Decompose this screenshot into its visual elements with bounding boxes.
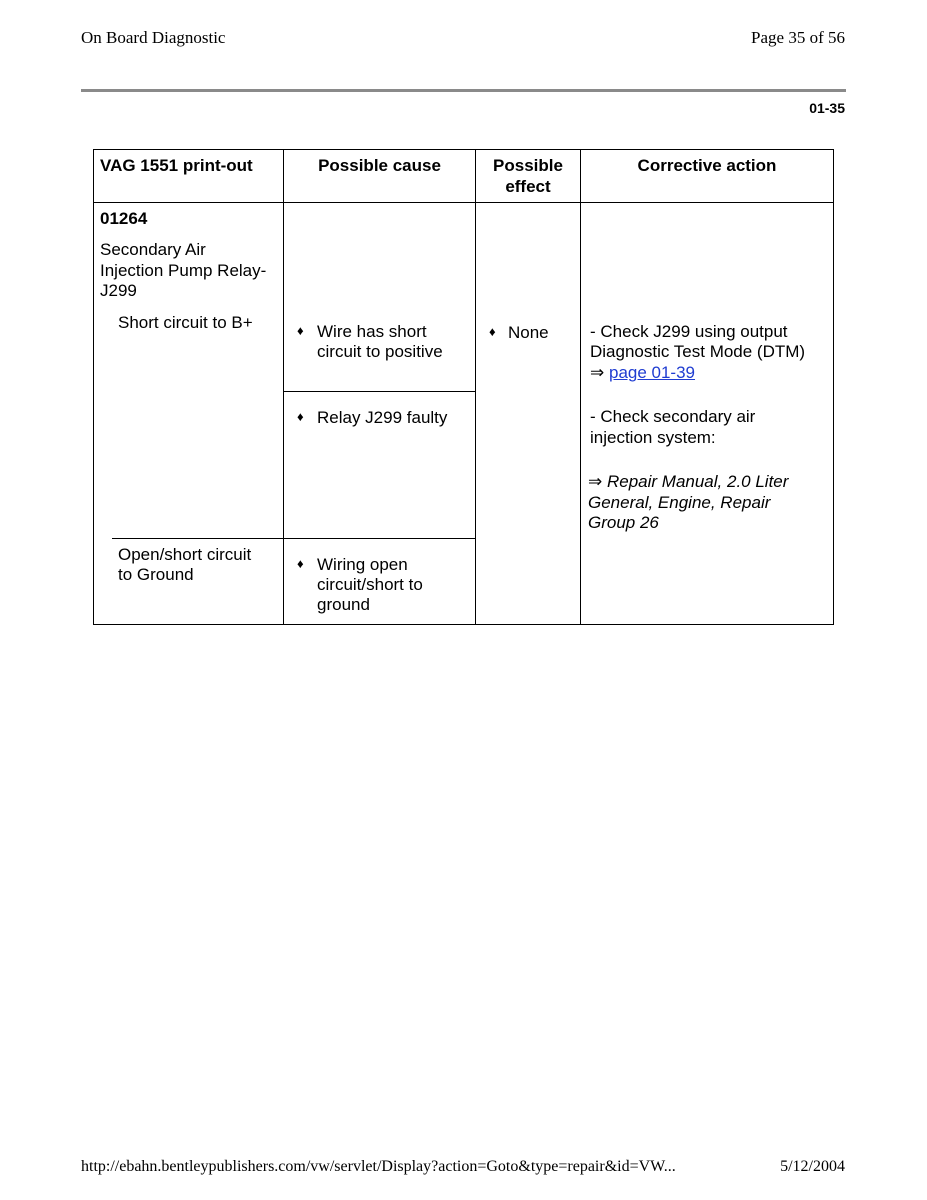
component-name-line: Injection Pump Relay- [100, 261, 267, 280]
action-link-line [590, 363, 695, 384]
column-header-effect: Possible effect [493, 156, 563, 196]
manual-reference: General, Engine, Repair [588, 493, 771, 512]
bullet-icon: ♦ [297, 409, 304, 424]
diagnostic-table [93, 149, 834, 625]
cause-text: circuit/short to [317, 575, 423, 594]
manual-reference: Repair Manual, 2.0 Liter [606, 472, 789, 491]
table-border-left [93, 149, 94, 625]
bullet-icon: ♦ [297, 556, 304, 571]
fault-condition: Short circuit to B+ [118, 313, 253, 332]
action-text: injection system: [590, 428, 716, 447]
fault-condition: Open/short circuit [118, 545, 252, 564]
column-header-cause: Possible cause [318, 156, 441, 175]
table-border-top [93, 149, 834, 150]
action-text: - Check secondary air [590, 407, 756, 426]
bullet-icon: ♦ [297, 323, 304, 338]
footer-url: http://ebahn.bentleypublishers.com/vw/servlet/Display?action=Goto&type=repair&id=VW... [81, 1158, 676, 1175]
fault-code: 01264 [100, 209, 148, 228]
table-border-right [833, 149, 834, 625]
section-code: 01-35 [809, 100, 845, 116]
page-number: Page 35 of 56 [751, 28, 845, 47]
effect-text: None [508, 323, 549, 342]
column-divider [475, 149, 476, 625]
cause-text: Wiring open [317, 555, 408, 574]
condition-divider [112, 538, 476, 539]
page-link[interactable]: page 01-39 [608, 363, 696, 382]
cause-text: circuit to positive [317, 342, 443, 361]
cause-text: Relay J299 faulty [317, 408, 448, 427]
bullet-icon: ♦ [489, 324, 496, 339]
component-name-line: J299 [100, 281, 137, 300]
header-rule [81, 89, 846, 92]
header-row-divider [93, 202, 834, 203]
arrow-right-icon: ⇒ [590, 363, 605, 382]
table-border-bottom [93, 624, 834, 625]
action-text: - Check J299 using output [590, 322, 788, 341]
footer-date: 5/12/2004 [780, 1158, 845, 1175]
column-divider [580, 149, 581, 625]
fault-condition: to Ground [118, 565, 194, 584]
column-header-action: Corrective action [637, 156, 777, 175]
cause-divider [283, 391, 476, 392]
column-divider [283, 149, 284, 625]
document-title: On Board Diagnostic [81, 28, 226, 47]
arrow-right-icon: ⇒ [588, 472, 603, 491]
manual-reference-line [588, 472, 788, 493]
cause-text: Wire has short [317, 322, 427, 341]
action-text: Diagnostic Test Mode (DTM) [590, 342, 806, 361]
component-name-line: Secondary Air [100, 240, 206, 259]
manual-reference: Group 26 [588, 513, 659, 532]
cause-text: ground [317, 595, 370, 614]
column-header-printout: VAG 1551 print-out [100, 156, 253, 175]
